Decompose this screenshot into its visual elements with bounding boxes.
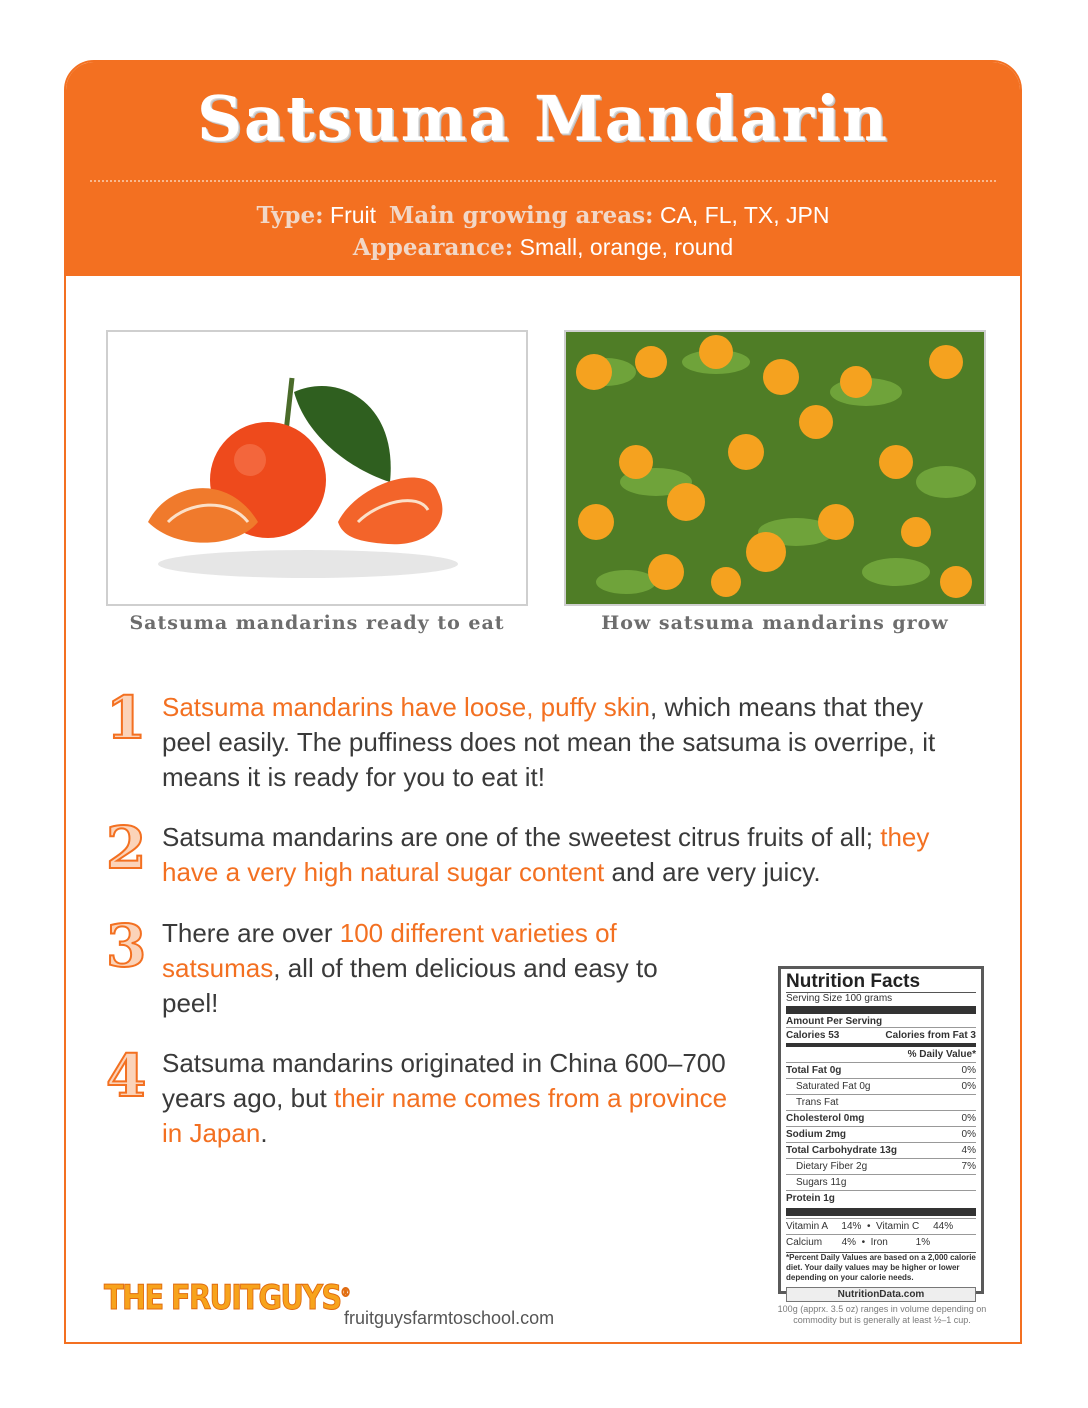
nutrition-note: 100g (apprx. 3.5 oz) ranges in volume depending on commodity but is generally at least ½–1 cup. [777, 1304, 987, 1325]
nutrition-row-value: 7% [961, 1161, 976, 1172]
fact-2-text-a: Satsuma mandarins are one of the sweetest citrus fruits of all; [162, 822, 881, 852]
meta-line-2 [66, 234, 1020, 261]
nutrition-row-label: Saturated Fat 0g [796, 1081, 871, 1092]
fact-4 [162, 1046, 752, 1151]
left-photo-caption: Satsuma mandarins ready to eat [129, 612, 505, 634]
nutrition-row [786, 1110, 976, 1126]
fact-number-1: 1 [106, 684, 147, 752]
nutrition-title: Nutrition Facts [786, 971, 921, 992]
fact-3-highlight: 100 different varieties of satsumas [162, 918, 617, 983]
nutrition-calories-row [786, 1027, 976, 1043]
nutrition-row-label: Trans Fat [796, 1097, 839, 1108]
nutrition-calories: Calories 53 [786, 1030, 840, 1041]
nutrition-row-label: Cholesterol 0mg [786, 1113, 865, 1124]
fact-4-text-a: Satsuma mandarins originated in China 600–700 years ago, but [162, 1048, 726, 1113]
nutrition-row [786, 1158, 976, 1174]
nutrition-divider-2 [786, 1208, 976, 1216]
nutrition-amount: Amount Per Serving [786, 1016, 883, 1027]
nutrition-row-label: Sodium 2mg [786, 1129, 847, 1140]
nutrition-vitamins-row: Vitamin A 14% • Vitamin C 44% [786, 1218, 976, 1234]
nutrition-rows [786, 1062, 976, 1206]
nutrition-row-label: Sugars 11g [796, 1177, 847, 1188]
nutrition-row-value: 0% [961, 1113, 976, 1124]
fact-2-text-b: and are very juicy. [604, 857, 821, 887]
type-label: Type: [256, 202, 324, 229]
nutrition-row [786, 1078, 976, 1094]
fact-1-highlight: Satsuma mandarins have loose, puffy skin [162, 692, 651, 722]
nutrition-divider [786, 1006, 976, 1014]
fact-2 [162, 820, 992, 890]
nutrition-row [786, 1142, 976, 1158]
logo-registered-mark: ® [340, 1285, 349, 1300]
nutrition-row [786, 1174, 976, 1190]
nutrition-row-label: Protein 1g [786, 1193, 835, 1204]
mandarin-tree-photo [564, 330, 986, 606]
nutrition-row-value: 0% [961, 1065, 976, 1076]
nutrition-dv-header-text: % Daily Value* [907, 1049, 976, 1060]
fact-1 [162, 690, 972, 795]
nutrition-row [786, 1190, 976, 1206]
meta-line-1 [66, 202, 1020, 229]
fact-4-highlight: their name comes from a province in Japan [162, 1083, 728, 1148]
fact-4-text-b: . [260, 1118, 268, 1148]
fruitguys-logo [104, 1278, 349, 1318]
header-divider [90, 180, 996, 182]
right-photo-caption: How satsuma mandarins grow [601, 612, 949, 634]
nutrition-facts-label [778, 966, 984, 1300]
fact-3 [162, 916, 702, 1021]
fact-sheet-card [64, 60, 1022, 1344]
fact-2-highlight: they have a very high natural sugar content [162, 822, 930, 887]
fact-number-3: 3 [106, 912, 147, 980]
nutrition-row-label: Dietary Fiber 2g [796, 1161, 868, 1172]
nutrition-site: NutritionData.com [786, 1287, 976, 1302]
nutrition-row [786, 1062, 976, 1078]
type-value: Fruit [330, 202, 377, 228]
nutrition-cal-fat: Calories from Fat 3 [885, 1030, 976, 1041]
areas-label: Main growing areas: [388, 202, 654, 229]
nutrition-serving: Serving Size 100 grams [786, 992, 976, 1004]
logo-text: THE FRUITGUYS [104, 1278, 341, 1318]
nutrition-dv-header [786, 1043, 976, 1062]
nutrition-minerals-row: Calcium 4% • Iron 1% [786, 1234, 976, 1250]
appearance-label: Appearance: [352, 234, 514, 261]
fact-number-4: 4 [106, 1042, 147, 1110]
page-title: Satsuma Mandarin [197, 82, 889, 155]
footer-url: fruitguysfarmtoschool.com [344, 1308, 555, 1328]
fact-1-text: , which means that they peel easily. The puffiness does not mean the satsuma is overripe, it means it is ready for you to eat it! [162, 692, 936, 792]
nutrition-row-value: 0% [961, 1129, 976, 1140]
header-banner [66, 62, 1020, 276]
nutrition-row [786, 1094, 976, 1110]
nutrition-row [786, 1126, 976, 1142]
mandarin-peeled-photo [106, 330, 528, 606]
areas-value: CA, FL, TX, JPN [659, 202, 830, 228]
nutrition-row-label: Total Carbohydrate 13g [786, 1145, 897, 1156]
nutrition-row-label: Total Fat 0g [786, 1065, 842, 1076]
nutrition-footnote: *Percent Daily Values are based on a 2,000 calorie diet. Your daily values may be higher or lower depending on your calorie needs. [786, 1253, 976, 1282]
fact-3-text-a: There are over [162, 918, 340, 948]
fact-3-text-b: , all of them delicious and easy to peel! [162, 953, 658, 1018]
fact-number-2: 2 [106, 814, 147, 882]
appearance-value: Small, orange, round [519, 234, 734, 260]
nutrition-row-value: 0% [961, 1081, 976, 1092]
nutrition-row-value: 4% [961, 1145, 976, 1156]
